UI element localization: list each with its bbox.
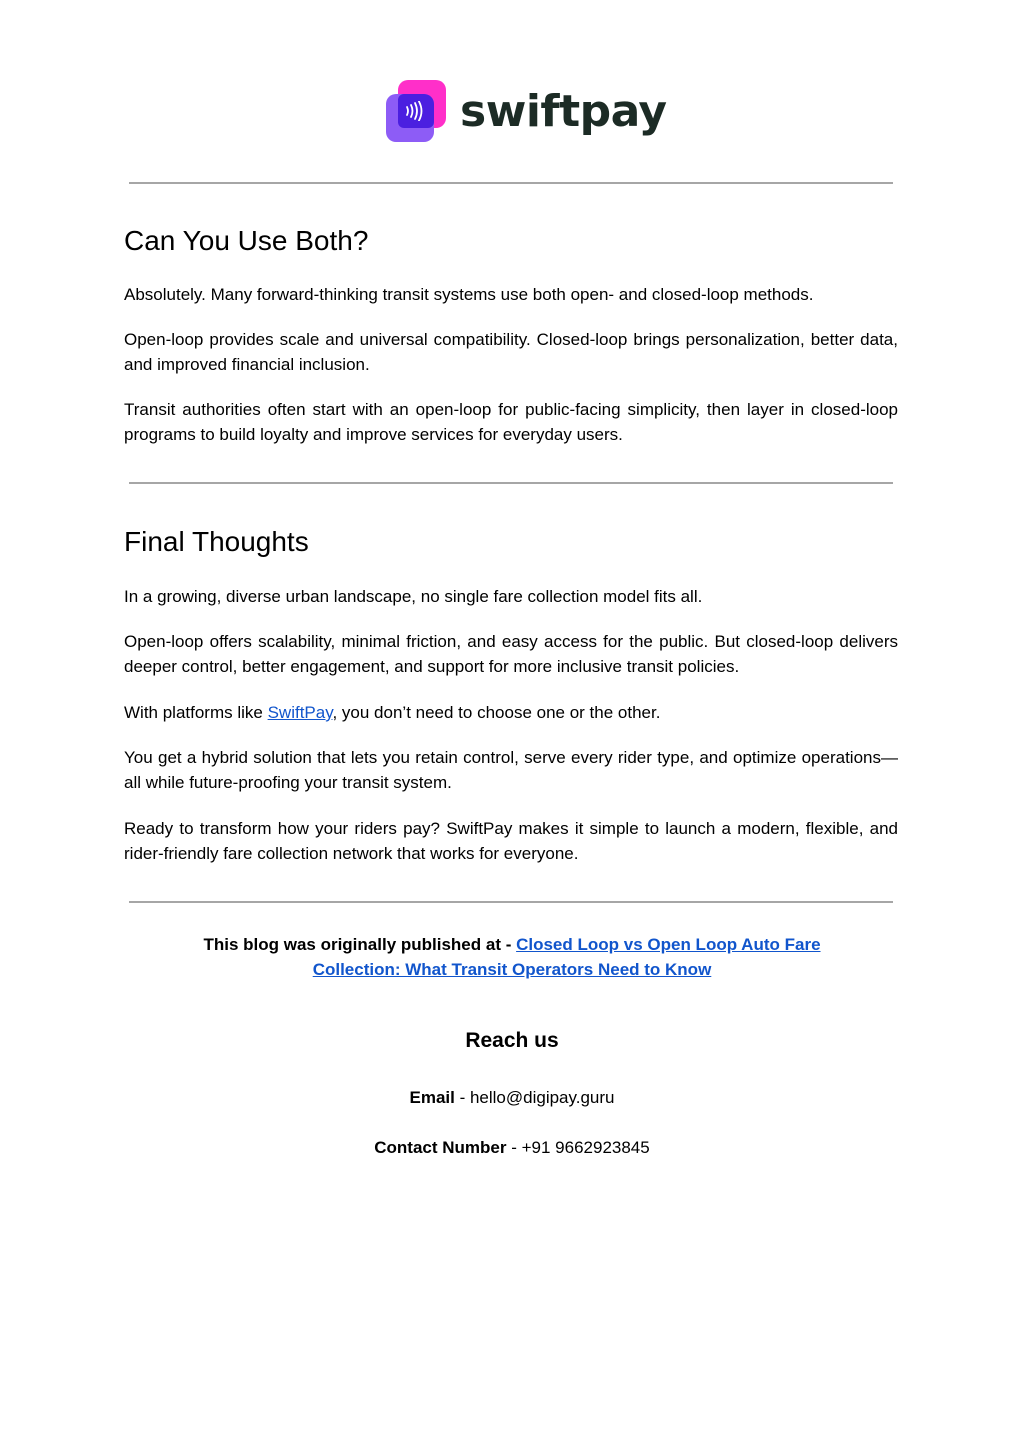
section-title: Can You Use Both? <box>124 225 369 256</box>
paragraph: With platforms like SwiftPay, you don’t need to choose one or the other. <box>124 703 661 722</box>
paragraph: Open-loop provides scale and universal compatibility. Closed-loop brings personalization, better data, and improved financial inclusion. <box>124 330 898 374</box>
original-article-link[interactable]: Closed Loop vs Open Loop Auto Fare Collection: What Transit Operators Need to Know <box>312 935 821 979</box>
phone-line: Contact Number - +91 9662923845 <box>374 1138 650 1157</box>
paragraph: In a growing, diverse urban landscape, no single fare collection model fits all. <box>124 587 703 606</box>
published-prefix: This blog was originally published at - <box>203 935 517 954</box>
contactless-icon <box>386 80 448 144</box>
divider <box>129 182 893 184</box>
divider <box>129 901 893 903</box>
swiftpay-link[interactable]: SwiftPay <box>267 703 333 722</box>
section-title: Final Thoughts <box>124 526 309 557</box>
published-note <box>0 932 1024 982</box>
email-label: Email <box>409 1088 455 1107</box>
paragraph: Absolutely. Many forward-thinking transit systems use both open- and closed-loop methods. <box>124 285 814 304</box>
divider <box>129 482 893 484</box>
phone-value: +91 9662923845 <box>521 1138 650 1157</box>
paragraph: You get a hybrid solution that lets you retain control, serve every rider type, and optimize operations—all while future-proofing your transit system. <box>124 748 898 792</box>
swiftpay-logo <box>386 80 667 144</box>
paragraph: Transit authorities often start with an open-loop for public-facing simplicity, then layer in closed-loop programs to build loyalty and improve services for everyday users. <box>124 400 898 444</box>
paragraph: Open-loop offers scalability, minimal friction, and easy access for the public. But closed-loop delivers deeper control, better engagement, and support for more inclusive transit policies. <box>124 632 898 676</box>
email-line: Email - hello@digipay.guru <box>409 1088 615 1107</box>
paragraph: Ready to transform how your riders pay? SwiftPay makes it simple to launch a modern, flexible, and rider-friendly fare collection network that works for everyone. <box>124 819 898 863</box>
reach-us-heading: Reach us <box>465 1029 559 1052</box>
phone-label: Contact Number <box>374 1138 507 1157</box>
logo-wordmark: swiftpay <box>460 86 667 137</box>
email-value: hello@digipay.guru <box>469 1088 615 1107</box>
